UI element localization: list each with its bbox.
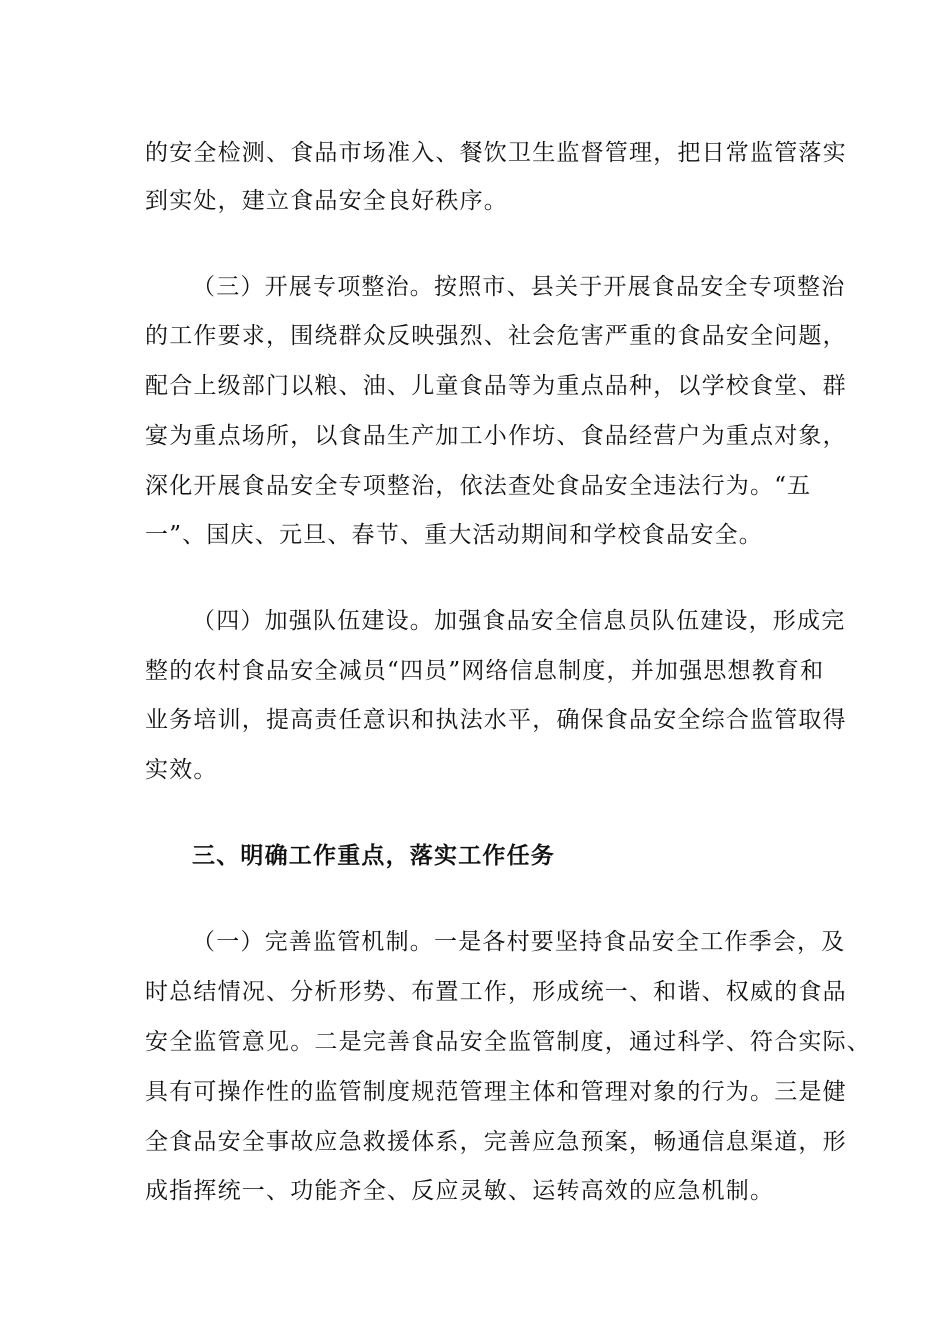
paragraph-three-line-3: 配合上级部门以粮、油、儿童食品等为重点品种，以学校食堂、群 <box>145 373 847 399</box>
paragraph-four-line-1: （四）加强队伍建设。加强食品安全信息员队伍建设，形成完 <box>192 608 846 634</box>
paragraph-three-line-6: 一”、国庆、元旦、春节、重大活动期间和学校食品安全。 <box>145 522 763 548</box>
paragraph-three-line-5: 深化开展食品安全专项整治，依法查处食品安全违法行为。“五 <box>145 473 812 499</box>
paragraph-one-line-6: 成指挥统一、功能齐全、反应灵敏、运转高效的应急机制。 <box>145 1178 775 1204</box>
paragraph-one-line-2: 时总结情况、分析形势、布置工作，形成统一、和谐、权威的食品 <box>145 979 847 1005</box>
paragraph-four-line-2: 整的农村食品安全减员“四员”网络信息制度，并加强思想教育和 <box>145 658 825 684</box>
paragraph-three-line-4: 宴为重点场所，以食品生产加工小作坊、食品经营户为重点对象， <box>145 423 847 449</box>
paragraph-four-line-3: 业务培训，提高责任意识和执法水平，确保食品安全综合监管取得 <box>145 707 847 733</box>
paragraph-three-line-1: （三）开展专项整治。按照市、县关于开展食品安全专项整治 <box>192 274 846 300</box>
section-heading: 三、明确工作重点，落实工作任务 <box>192 842 555 869</box>
paragraph-intro-line-2: 到实处，建立食品安全良好秩序。 <box>145 188 508 214</box>
paragraph-one-line-5: 全食品安全事故应急救援体系，完善应急预案，畅通信息渠道，形 <box>145 1129 847 1155</box>
paragraph-one-line-3: 安全监管意见。二是完善食品安全监管制度，通过科学、符合实际、 <box>145 1029 871 1055</box>
paragraph-four-line-4: 实效。 <box>145 757 218 783</box>
paragraph-intro-line-1: 的安全检测、食品市场准入、餐饮卫生监督管理，把日常监管落实 <box>145 140 847 166</box>
paragraph-one-line-4: 具有可操作性的监管制度规范管理主体和管理对象的行为。三是健 <box>145 1079 847 1105</box>
paragraph-one-line-1: （一）完善监管机制。一是各村要坚持食品安全工作季会，及 <box>192 929 846 955</box>
paragraph-three-line-2: 的工作要求，围绕群众反映强烈、社会危害严重的食品安全问题， <box>145 323 847 349</box>
